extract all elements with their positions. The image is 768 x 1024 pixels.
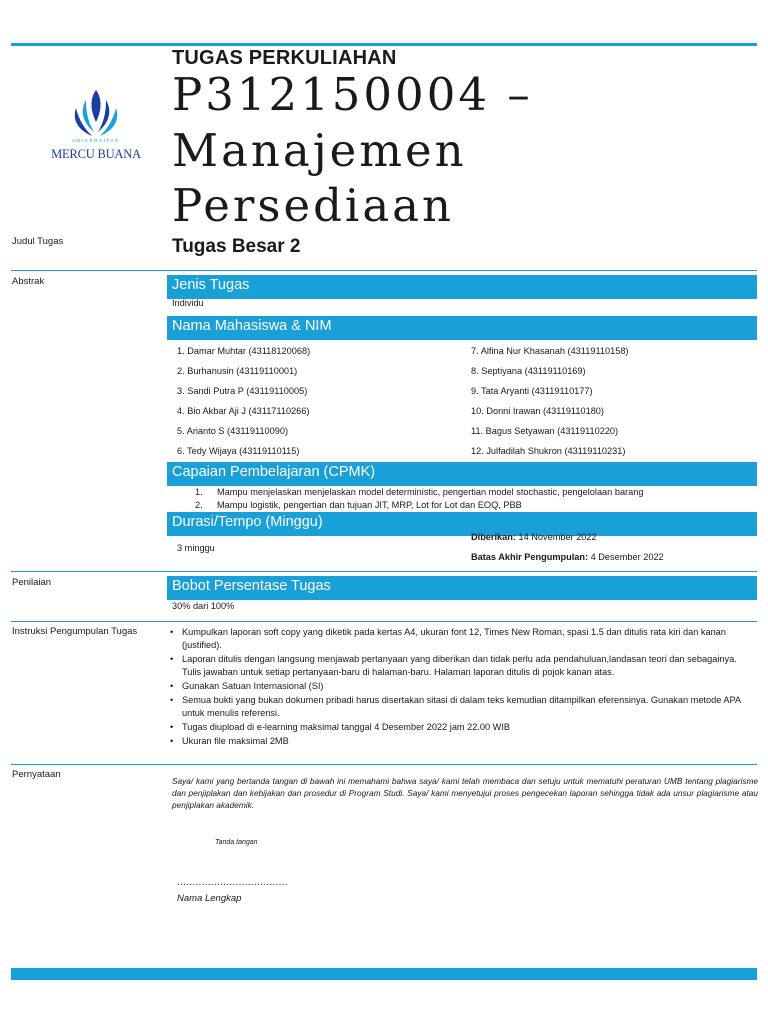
cpmk-heading: Capaian Pembelajaran (CPMK) bbox=[172, 464, 376, 480]
signature-line: .................................... bbox=[177, 877, 288, 888]
student-item: 12. Julfadilah Shukron (43119110231) bbox=[471, 446, 626, 456]
mahasiswa-heading: Nama Mahasiswa & NIM bbox=[172, 318, 332, 334]
jenis-tugas-heading: Jenis Tugas bbox=[172, 277, 250, 293]
divider bbox=[11, 571, 757, 572]
instruction-item: • Semua bukti yang bukan dokumen pribadi harus disertakan sitasi di dalam teks kemudian ditampilkan eferensinya. Gunakan metode APA untuk menulis referensi. bbox=[168, 694, 758, 720]
tanda-tangan-label: Tanda tangan bbox=[215, 839, 258, 846]
student-item: 6. Tedy Wijaya (43119110115) bbox=[177, 446, 300, 456]
durasi-value: 3 minggu bbox=[177, 543, 215, 553]
instruction-item: • Laporan ditulis dengan langsung menjawab pertanyaan yang diberikan dan tidak perlu ada pendahuluan,landasan teori dan sebagainya. Tulis jawaban untuk setiap pertanyaan-baru di halaman-baru. Halaman laporan ditulis di pojok kanan atas. bbox=[168, 653, 758, 679]
student-item: 4. Bio Akbar Aji J (43117110266) bbox=[177, 406, 310, 416]
label-judul-tugas: Judul Tugas bbox=[12, 236, 64, 247]
cpmk-item-text: Mampu menjelaskan menjelaskan model deterministic, pengertian model stochastic, pengelolaan barang bbox=[217, 487, 644, 497]
jenis-tugas-header bbox=[167, 275, 757, 299]
label-instruksi: Instruksi Pengumpulan Tugas bbox=[12, 626, 138, 637]
instruction-list bbox=[168, 626, 758, 749]
label-abstrak: Abstrak bbox=[12, 276, 45, 287]
batas-value: 4 Desember 2022 bbox=[588, 552, 664, 562]
nama-lengkap-label: Nama Lengkap bbox=[177, 893, 242, 904]
label-pernyataan: Pernyataan bbox=[12, 769, 61, 780]
student-item: 9. Tata Aryanti (43119110177) bbox=[471, 386, 593, 396]
course-title-line3: Persediaan bbox=[172, 179, 454, 232]
mahasiswa-header bbox=[167, 316, 757, 340]
logo-top-text: UNIVERSITAS bbox=[72, 138, 120, 143]
durasi-heading: Durasi/Tempo (Minggu) bbox=[172, 514, 323, 530]
task-subtitle: Tugas Besar 2 bbox=[172, 236, 301, 257]
batas-label: Batas Akhir Pengumpulan: bbox=[471, 552, 589, 562]
diberikan-value: 14 November 2022 bbox=[515, 532, 597, 542]
label-penilaian: Penilaian bbox=[12, 577, 52, 588]
top-rule bbox=[11, 43, 757, 46]
mercu-buana-emblem-icon bbox=[46, 88, 146, 138]
student-item: 8. Septiyana (43119110169) bbox=[471, 366, 586, 376]
course-type: TUGAS PERKULIAHAN bbox=[172, 47, 397, 69]
diberikan-label: Diberikan: bbox=[471, 532, 516, 542]
logo-name: MERCU BUANA bbox=[51, 147, 141, 161]
student-item: 1. Damar Muhtar (43118120068) bbox=[177, 346, 311, 356]
cpmk-header bbox=[167, 462, 757, 486]
instruction-item: • Kumpulkan laporan soft copy yang diketik pada kertas A4, ukuran font 12, Times New Roman, spasi 1.5 dan ditulis rata kiri dan kanan (justified). bbox=[168, 626, 758, 652]
bobot-value: 30% dari 100% bbox=[172, 601, 235, 611]
university-logo bbox=[46, 88, 146, 168]
cpmk-item-text: Mampu logistik, pengertian dan tujuan JIT, MRP, Lot for Lot dan EOQ, PBB bbox=[217, 500, 522, 510]
instruction-item: • Ukuran file maksimal 2MB bbox=[168, 735, 758, 748]
divider bbox=[11, 270, 757, 271]
student-item: 3. Sandi Putra P (43119110005) bbox=[177, 386, 308, 396]
student-item: 7. Alfina Nur Khasanah (43119110158) bbox=[471, 346, 629, 356]
bottom-bar bbox=[11, 968, 757, 980]
course-title-line2: Manajemen bbox=[172, 124, 467, 177]
instruction-item: • Gunakan Satuan Internasional (SI) bbox=[168, 680, 758, 693]
student-item: 5. Arianto S (43119110090) bbox=[177, 426, 289, 436]
instruction-item: • Tugas diupload di e-learning maksimal tanggal 4 Desember 2022 jam 22.00 WIB bbox=[168, 721, 758, 734]
divider bbox=[11, 764, 757, 765]
diberikan-date bbox=[471, 532, 597, 542]
batas-akhir-date bbox=[471, 552, 664, 562]
jenis-tugas-value: Individu bbox=[172, 298, 204, 308]
bobot-header bbox=[167, 576, 757, 600]
student-item: 11. Bagus Setyawan (43119110220) bbox=[471, 426, 619, 436]
student-item: 2. Burhanusin (43119110001) bbox=[177, 366, 298, 376]
bobot-heading: Bobot Persentase Tugas bbox=[172, 578, 331, 594]
course-title-line1: P312150004 – bbox=[172, 68, 533, 121]
student-item: 10. Donni Irawan (43119110180) bbox=[471, 406, 604, 416]
cpmk-item-number: 1. bbox=[195, 487, 203, 497]
cpmk-item-number: 2. bbox=[195, 500, 203, 510]
durasi-header bbox=[167, 512, 757, 536]
divider bbox=[11, 621, 757, 622]
pernyataan-text: Saya/ kami yang bertanda tangan di bawah ini memahami bahwa saya/ kami telah membaca dan setuju untuk mematuhi peraturan UMB tentang plagiarisme dan penjiplakan dan kebijakan dan prosedur di Program Studi. Saya/ kami menyetujui proses pengecekan laporan sehingga tidak ada unsur plagiarisme atau penjiplakan akademik. bbox=[172, 776, 758, 810]
